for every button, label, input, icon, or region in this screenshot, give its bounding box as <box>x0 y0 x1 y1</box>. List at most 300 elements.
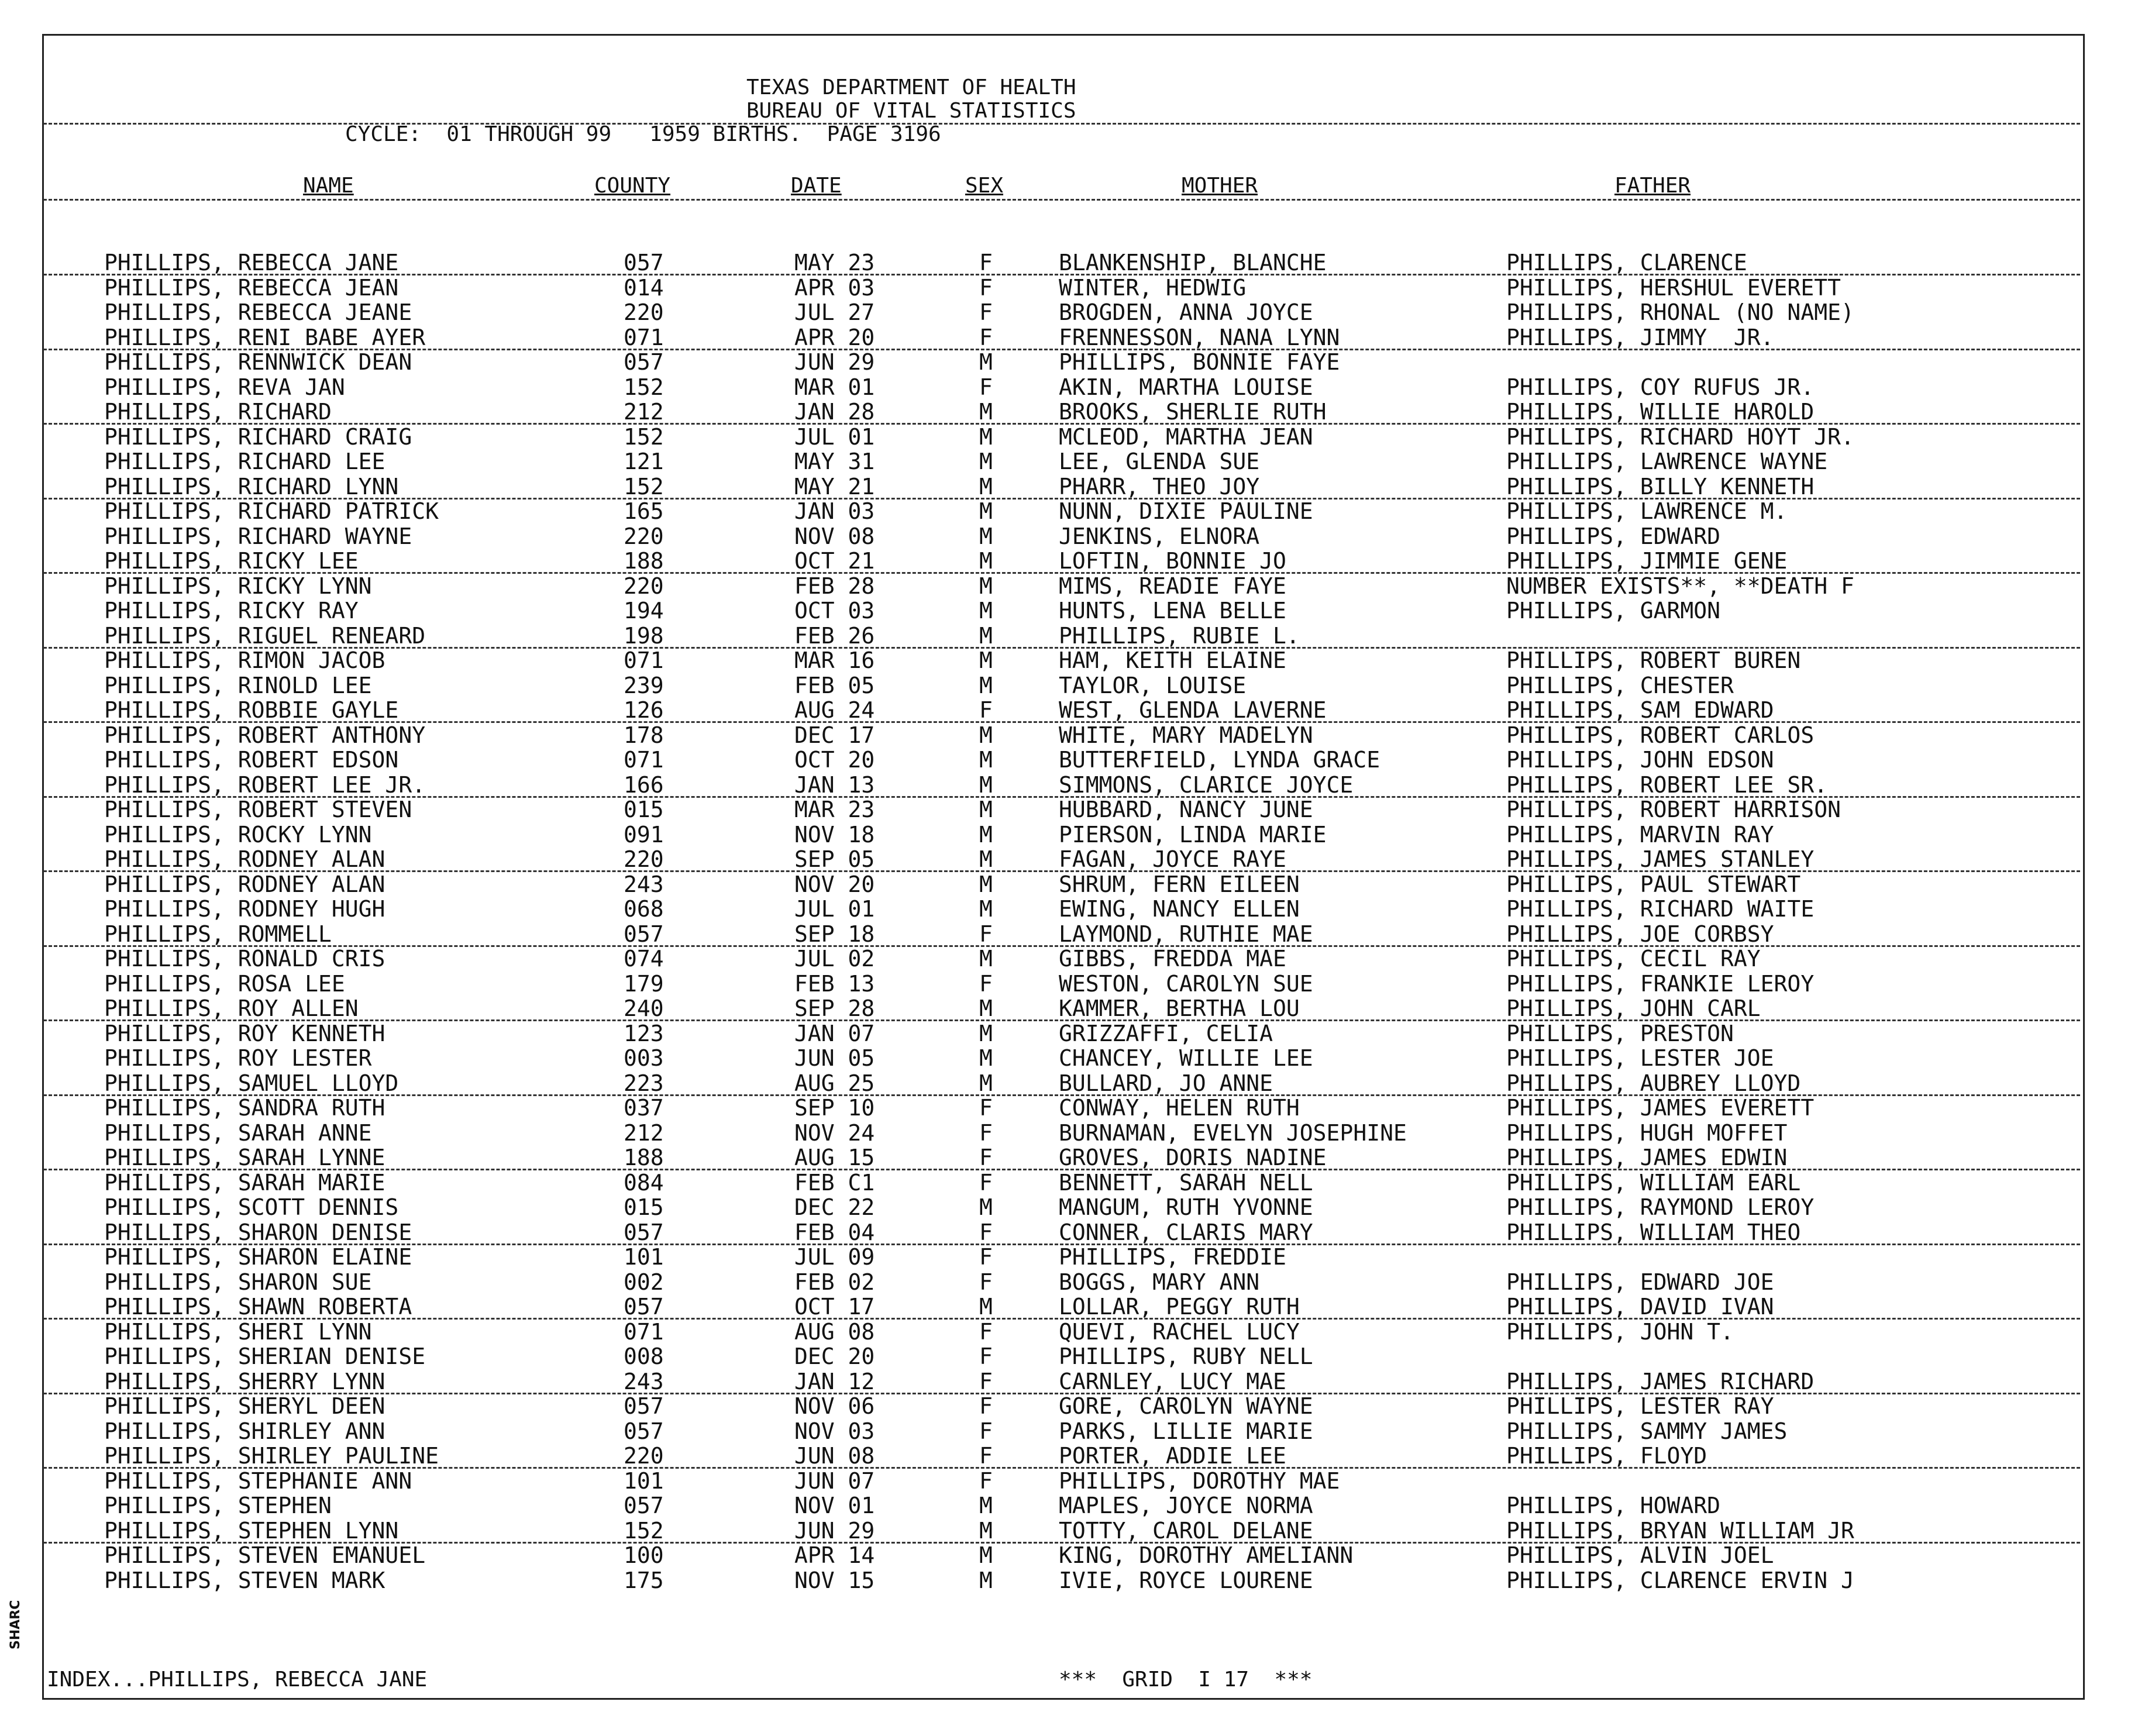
cell-county: 220 <box>624 846 664 872</box>
table-row <box>0 1046 2138 1070</box>
cell-county: 057 <box>624 1219 664 1245</box>
cell-father: PHILLIPS, EDWARD JOE <box>1506 1269 1774 1295</box>
cell-mother: GORE, CAROLYN WAYNE <box>1059 1393 1313 1419</box>
table-row <box>0 748 2138 772</box>
cell-father: PHILLIPS, LAWRENCE WAYNE <box>1506 449 1828 474</box>
table-row <box>0 350 2138 374</box>
cell-mother: TOTTY, CAROL DELANE <box>1059 1517 1313 1544</box>
cell-sex: F <box>979 1244 993 1270</box>
cell-name: PHILLIPS, RICHARD WAYNE <box>104 523 412 549</box>
table-row <box>0 922 2138 946</box>
header-cycle: CYCLE: 01 THROUGH 99 1959 BIRTHS. PAGE 3196 <box>345 122 941 146</box>
table-row <box>0 1071 2138 1096</box>
cell-name: PHILLIPS, SHIRLEY PAULINE <box>104 1443 439 1469</box>
cell-name: PHILLIPS, ROY KENNETH <box>104 1020 385 1046</box>
cell-name: PHILLIPS, RIMON JACOB <box>104 647 385 673</box>
cell-county: 057 <box>624 1294 664 1320</box>
cell-sex: M <box>979 672 993 698</box>
column-header-county: COUNTY <box>594 174 671 198</box>
cell-date: JAN 13 <box>794 771 875 798</box>
cell-sex: F <box>979 1368 993 1394</box>
cell-name: PHILLIPS, RICKY RAY <box>104 598 359 624</box>
table-row <box>0 1121 2138 1145</box>
cell-name: PHILLIPS, SHARON DENISE <box>104 1219 412 1245</box>
cell-date: JAN 12 <box>794 1368 875 1394</box>
cell-county: 240 <box>624 996 664 1021</box>
cell-sex: M <box>979 797 993 822</box>
cell-date: JUN 29 <box>794 1517 875 1544</box>
cell-name: PHILLIPS, RINOLD LEE <box>104 672 372 698</box>
cell-county: 091 <box>624 821 664 848</box>
cell-father: PHILLIPS, PRESTON <box>1506 1020 1734 1046</box>
cell-father: PHILLIPS, ROBERT CARLOS <box>1506 722 1815 748</box>
cell-date: DEC 22 <box>794 1194 875 1220</box>
cell-name: PHILLIPS, SANDRA RUTH <box>104 1095 385 1121</box>
cell-date: JUN 29 <box>794 349 875 375</box>
header-department: TEXAS DEPARTMENT OF HEALTH <box>746 75 1076 99</box>
cell-county: 071 <box>624 647 664 673</box>
cell-mother: IVIE, ROYCE LOURENE <box>1059 1567 1313 1593</box>
cell-sex: F <box>979 1169 993 1196</box>
cell-father: PHILLIPS, CLARENCE ERVIN J <box>1506 1567 1854 1593</box>
cell-date: SEP 28 <box>794 996 875 1021</box>
cell-mother: JENKINS, ELNORA <box>1059 523 1260 549</box>
cell-county: 008 <box>624 1344 664 1369</box>
cell-father: PHILLIPS, RICHARD HOYT JR. <box>1506 423 1854 450</box>
cell-mother: LOFTIN, BONNIE JO <box>1059 548 1286 574</box>
table-row <box>0 1021 2138 1046</box>
cell-mother: WESTON, CAROLYN SUE <box>1059 970 1313 997</box>
cell-mother: WEST, GLENDA LAVERNE <box>1059 697 1327 723</box>
cell-sex: F <box>979 921 993 947</box>
cell-father: PHILLIPS, CLARENCE <box>1506 250 1747 275</box>
cell-county: 243 <box>624 1368 664 1394</box>
footer-index: INDEX...PHILLIPS, REBECCA JANE <box>47 1668 428 1692</box>
cell-father: PHILLIPS, LESTER JOE <box>1506 1045 1774 1071</box>
cell-sex: F <box>979 324 993 350</box>
cell-date: MAY 31 <box>794 449 875 474</box>
cell-county: 100 <box>624 1542 664 1568</box>
cell-father: PHILLIPS, SAMMY JAMES <box>1506 1418 1788 1444</box>
cell-sex: F <box>979 1269 993 1295</box>
header-bureau: BUREAU OF VITAL STATISTICS <box>746 99 1076 123</box>
cell-date: AUG 25 <box>794 1070 875 1096</box>
table-row <box>0 1493 2138 1518</box>
cell-county: 152 <box>624 473 664 500</box>
column-header-father: FATHER <box>1614 174 1691 198</box>
cell-father: PHILLIPS, DAVID IVAN <box>1506 1294 1774 1320</box>
cell-name: PHILLIPS, STEPHEN LYNN <box>104 1517 399 1544</box>
cell-father: PHILLIPS, FRANKIE LEROY <box>1506 970 1815 997</box>
cell-mother: FRENNESSON, NANA LYNN <box>1059 324 1340 350</box>
cell-date: MAY 21 <box>794 473 875 500</box>
cell-mother: HAM, KEITH ELAINE <box>1059 647 1286 673</box>
cell-sex: M <box>979 473 993 500</box>
cell-date: MAR 01 <box>794 374 875 400</box>
cell-date: OCT 21 <box>794 548 875 574</box>
cell-name: PHILLIPS, SARAH MARIE <box>104 1169 385 1196</box>
table-row <box>0 822 2138 847</box>
cell-name: PHILLIPS, STEPHEN <box>104 1493 332 1518</box>
table-row <box>0 1170 2138 1195</box>
cell-county: 220 <box>624 523 664 549</box>
cell-county: 057 <box>624 1418 664 1444</box>
cell-sex: M <box>979 1294 993 1320</box>
cell-name: PHILLIPS, RICHARD LEE <box>104 449 385 474</box>
table-row <box>0 1245 2138 1269</box>
cell-father: NUMBER EXISTS**, **DEATH F <box>1506 573 1854 599</box>
cell-father: PHILLIPS, MARVIN RAY <box>1506 821 1774 848</box>
table-row <box>0 872 2138 897</box>
cell-name: PHILLIPS, ROBERT LEE JR. <box>104 771 426 798</box>
cell-mother: BLANKENSHIP, BLANCHE <box>1059 250 1327 275</box>
cell-mother: WINTER, HEDWIG <box>1059 274 1247 301</box>
cell-mother: PHILLIPS, DOROTHY MAE <box>1059 1468 1340 1494</box>
cell-sex: M <box>979 1194 993 1220</box>
cell-mother: CHANCEY, WILLIE LEE <box>1059 1045 1313 1071</box>
cell-father: PHILLIPS, ROBERT HARRISON <box>1506 797 1841 822</box>
cell-sex: M <box>979 449 993 474</box>
cell-mother: FAGAN, JOYCE RAYE <box>1059 846 1286 872</box>
cell-mother: AKIN, MARTHA LOUISE <box>1059 374 1313 400</box>
cell-sex: M <box>979 996 993 1021</box>
cell-county: 212 <box>624 399 664 425</box>
cell-county: 003 <box>624 1045 664 1071</box>
cell-father: PHILLIPS, JOE CORBSY <box>1506 921 1774 947</box>
table-row <box>0 1344 2138 1369</box>
cell-name: PHILLIPS, REVA JAN <box>104 374 345 400</box>
cell-date: DEC 20 <box>794 1344 875 1369</box>
cell-date: JUL 09 <box>794 1244 875 1270</box>
cell-name: PHILLIPS, RICKY LEE <box>104 548 359 574</box>
cell-date: APR 20 <box>794 324 875 350</box>
cell-county: 220 <box>624 1443 664 1469</box>
cell-date: JUL 01 <box>794 896 875 922</box>
cell-name: PHILLIPS, ROBERT STEVEN <box>104 797 412 822</box>
cell-father: PHILLIPS, CECIL RAY <box>1506 946 1761 972</box>
cell-sex: F <box>979 1219 993 1245</box>
cell-father: PHILLIPS, WILLIE HAROLD <box>1506 399 1815 425</box>
cell-name: PHILLIPS, STEVEN MARK <box>104 1567 385 1593</box>
cell-mother: TAYLOR, LOUISE <box>1059 672 1247 698</box>
cell-name: PHILLIPS, SHERIAN DENISE <box>104 1344 426 1369</box>
cell-date: NOV 06 <box>794 1393 875 1419</box>
cell-father: PHILLIPS, LESTER RAY <box>1506 1393 1774 1419</box>
cell-name: PHILLIPS, ROY LESTER <box>104 1045 372 1071</box>
cell-sex: M <box>979 598 993 624</box>
cell-mother: MAPLES, JOYCE NORMA <box>1059 1493 1313 1518</box>
cell-father: PHILLIPS, WILLIAM EARL <box>1506 1169 1801 1196</box>
cell-mother: BOGGS, MARY ANN <box>1059 1269 1260 1295</box>
cell-mother: HUBBARD, NANCY JUNE <box>1059 797 1313 822</box>
table-row <box>0 897 2138 921</box>
cell-name: PHILLIPS, ROBBIE GAYLE <box>104 697 399 723</box>
cell-date: MAR 16 <box>794 647 875 673</box>
cell-name: PHILLIPS, RODNEY ALAN <box>104 871 385 897</box>
cell-sex: M <box>979 647 993 673</box>
table-row <box>0 797 2138 822</box>
cell-sex: M <box>979 821 993 848</box>
cell-father: PHILLIPS, WILLIAM THEO <box>1506 1219 1801 1245</box>
cell-name: PHILLIPS, RICHARD <box>104 399 332 425</box>
cell-date: SEP 10 <box>794 1095 875 1121</box>
cell-sex: F <box>979 697 993 723</box>
cell-name: PHILLIPS, ROBERT EDSON <box>104 747 399 773</box>
cell-county: 166 <box>624 771 664 798</box>
cell-father: PHILLIPS, HOWARD <box>1506 1493 1721 1518</box>
cell-county: 015 <box>624 1194 664 1220</box>
cell-father: PHILLIPS, GARMON <box>1506 598 1721 624</box>
cell-date: OCT 03 <box>794 598 875 624</box>
cell-date: JAN 07 <box>794 1020 875 1046</box>
cell-father: PHILLIPS, JOHN EDSON <box>1506 747 1774 773</box>
cell-county: 152 <box>624 423 664 450</box>
cell-sex: F <box>979 1393 993 1419</box>
cell-date: JAN 03 <box>794 498 875 524</box>
table-row <box>0 1568 2138 1593</box>
cell-county: 178 <box>624 722 664 748</box>
cell-father: PHILLIPS, BILLY KENNETH <box>1506 473 1815 500</box>
cell-county: 074 <box>624 946 664 972</box>
cell-county: 071 <box>624 747 664 773</box>
cell-county: 057 <box>624 349 664 375</box>
cell-county: 015 <box>624 797 664 822</box>
table-row <box>0 624 2138 648</box>
column-header-mother: MOTHER <box>1182 174 1258 198</box>
cell-name: PHILLIPS, RENNWICK DEAN <box>104 349 412 375</box>
cell-father: PHILLIPS, RHONAL (NO NAME) <box>1506 299 1854 325</box>
cell-sex: M <box>979 1070 993 1096</box>
cell-name: PHILLIPS, REBECCA JEAN <box>104 274 399 301</box>
cell-county: 057 <box>624 921 664 947</box>
cell-date: FEB 28 <box>794 573 875 599</box>
cell-name: PHILLIPS, RONALD CRIS <box>104 946 385 972</box>
cell-county: 057 <box>624 250 664 275</box>
cell-mother: KING, DOROTHY AMELIANN <box>1059 1542 1354 1568</box>
cell-father: PHILLIPS, JOHN T. <box>1506 1318 1734 1345</box>
cell-date: DEC 17 <box>794 722 875 748</box>
cell-mother: QUEVI, RACHEL LUCY <box>1059 1318 1300 1345</box>
cell-mother: PHILLIPS, FREDDIE <box>1059 1244 1286 1270</box>
cell-name: PHILLIPS, RICHARD CRAIG <box>104 423 412 450</box>
cell-county: 084 <box>624 1169 664 1196</box>
table-row <box>0 1145 2138 1170</box>
table-row <box>0 499 2138 523</box>
cell-county: 188 <box>624 1145 664 1170</box>
cell-mother: MANGUM, RUTH YVONNE <box>1059 1194 1313 1220</box>
cell-father: PHILLIPS, ROBERT LEE SR. <box>1506 771 1828 798</box>
table-row <box>0 1096 2138 1120</box>
table-row <box>0 1270 2138 1294</box>
table-row <box>0 250 2138 275</box>
cell-name: PHILLIPS, SHAWN ROBERTA <box>104 1294 412 1320</box>
cell-name: PHILLIPS, ROBERT ANTHONY <box>104 722 426 748</box>
cell-sex: F <box>979 374 993 400</box>
cell-date: AUG 08 <box>794 1318 875 1345</box>
cell-father: PHILLIPS, JAMES EVERETT <box>1506 1095 1815 1121</box>
cell-name: PHILLIPS, RENI BABE AYER <box>104 324 426 350</box>
table-row <box>0 549 2138 573</box>
cell-father: PHILLIPS, COY RUFUS JR. <box>1506 374 1815 400</box>
cell-sex: M <box>979 622 993 649</box>
cell-sex: F <box>979 250 993 275</box>
cell-mother: EWING, NANCY ELLEN <box>1059 896 1300 922</box>
cell-county: 165 <box>624 498 664 524</box>
cell-mother: GIBBS, FREDDA MAE <box>1059 946 1286 972</box>
table-row <box>0 524 2138 549</box>
cell-date: NOV 24 <box>794 1120 875 1146</box>
cell-mother: LAYMOND, RUTHIE MAE <box>1059 921 1313 947</box>
cell-name: PHILLIPS, ROSA LEE <box>104 970 345 997</box>
cell-name: PHILLIPS, ROY ALLEN <box>104 996 359 1021</box>
cell-name: PHILLIPS, SHIRLEY ANN <box>104 1418 385 1444</box>
table-row <box>0 1444 2138 1468</box>
cell-mother: GRIZZAFFI, CELIA <box>1059 1020 1273 1046</box>
footer-grid: *** GRID I 17 *** <box>1059 1668 1313 1692</box>
cell-date: NOV 08 <box>794 523 875 549</box>
cell-county: 057 <box>624 1393 664 1419</box>
cell-sex: M <box>979 846 993 872</box>
cell-sex: M <box>979 1493 993 1518</box>
cell-father: PHILLIPS, HERSHUL EVERETT <box>1506 274 1841 301</box>
table-row <box>0 1320 2138 1344</box>
table-row <box>0 275 2138 300</box>
cell-county: 212 <box>624 1120 664 1146</box>
cell-sex: F <box>979 1468 993 1494</box>
cell-mother: SHRUM, FERN EILEEN <box>1059 871 1300 897</box>
cell-date: JAN 28 <box>794 399 875 425</box>
cell-father: PHILLIPS, JAMES RICHARD <box>1506 1368 1815 1394</box>
cell-county: 121 <box>624 449 664 474</box>
cell-date: OCT 20 <box>794 747 875 773</box>
cell-name: PHILLIPS, STEPHANIE ANN <box>104 1468 412 1494</box>
cell-name: PHILLIPS, STEVEN EMANUEL <box>104 1542 426 1568</box>
cell-county: 101 <box>624 1244 664 1270</box>
cell-father: PHILLIPS, JOHN CARL <box>1506 996 1761 1021</box>
cell-county: 220 <box>624 299 664 325</box>
cell-date: JUL 01 <box>794 423 875 450</box>
cell-sex: F <box>979 1095 993 1121</box>
table-row <box>0 1195 2138 1220</box>
table-row <box>0 375 2138 399</box>
cell-county: 002 <box>624 1269 664 1295</box>
cell-father: PHILLIPS, FLOYD <box>1506 1443 1707 1469</box>
table-row <box>0 648 2138 673</box>
cell-father: PHILLIPS, RICHARD WAITE <box>1506 896 1815 922</box>
cell-mother: MIMS, READIE FAYE <box>1059 573 1286 599</box>
cell-county: 220 <box>624 573 664 599</box>
cell-date: APR 14 <box>794 1542 875 1568</box>
cell-name: PHILLIPS, RICKY LYNN <box>104 573 372 599</box>
table-row <box>0 300 2138 325</box>
cell-sex: M <box>979 573 993 599</box>
cell-date: NOV 15 <box>794 1567 875 1593</box>
cell-sex: M <box>979 946 993 972</box>
cell-date: FEB C1 <box>794 1169 875 1196</box>
table-row <box>0 946 2138 971</box>
cell-name: PHILLIPS, SHERRY LYNN <box>104 1368 385 1394</box>
cell-sex: M <box>979 548 993 574</box>
cell-county: 223 <box>624 1070 664 1096</box>
cell-sex: M <box>979 871 993 897</box>
cell-date: OCT 17 <box>794 1294 875 1320</box>
table-row <box>0 1394 2138 1418</box>
table-row <box>0 399 2138 424</box>
table-row <box>0 1369 2138 1394</box>
cell-mother: SIMMONS, CLARICE JOYCE <box>1059 771 1354 798</box>
cell-county: 152 <box>624 374 664 400</box>
cell-mother: CARNLEY, LUCY MAE <box>1059 1368 1286 1394</box>
table-row <box>0 996 2138 1021</box>
cell-father: PHILLIPS, SAM EDWARD <box>1506 697 1774 723</box>
cell-mother: BENNETT, SARAH NELL <box>1059 1169 1313 1196</box>
side-tag: SHARC <box>8 1600 23 1649</box>
cell-mother: PARKS, LILLIE MARIE <box>1059 1418 1313 1444</box>
cell-county: 101 <box>624 1468 664 1494</box>
cell-county: 175 <box>624 1567 664 1593</box>
cell-sex: M <box>979 1045 993 1071</box>
cell-date: FEB 02 <box>794 1269 875 1295</box>
cell-mother: CONNER, CLARIS MARY <box>1059 1219 1313 1245</box>
table-row <box>0 773 2138 797</box>
cell-mother: BULLARD, JO ANNE <box>1059 1070 1273 1096</box>
cell-name: PHILLIPS, RICHARD PATRICK <box>104 498 439 524</box>
cell-father: PHILLIPS, CHESTER <box>1506 672 1734 698</box>
column-header-rule <box>43 199 2080 201</box>
table-row <box>0 698 2138 722</box>
cell-date: AUG 24 <box>794 697 875 723</box>
cell-sex: M <box>979 722 993 748</box>
cell-father: PHILLIPS, ROBERT BUREN <box>1506 647 1801 673</box>
cell-mother: PHILLIPS, RUBY NELL <box>1059 1344 1313 1369</box>
cell-county: 194 <box>624 598 664 624</box>
cell-father: PHILLIPS, BRYAN WILLIAM JR <box>1506 1517 1854 1544</box>
cell-sex: F <box>979 1318 993 1345</box>
cell-mother: LEE, GLENDA SUE <box>1059 449 1260 474</box>
cell-father: PHILLIPS, AUBREY LLOYD <box>1506 1070 1801 1096</box>
cell-date: FEB 13 <box>794 970 875 997</box>
cell-name: PHILLIPS, SHERI LYNN <box>104 1318 372 1345</box>
table-row <box>0 574 2138 598</box>
cell-sex: M <box>979 1542 993 1568</box>
cell-father: PHILLIPS, JIMMIE GENE <box>1506 548 1788 574</box>
cell-mother: HUNTS, LENA BELLE <box>1059 598 1286 624</box>
cell-date: MAR 23 <box>794 797 875 822</box>
cell-date: NOV 03 <box>794 1418 875 1444</box>
cell-mother: CONWAY, HELEN RUTH <box>1059 1095 1300 1121</box>
cell-county: 123 <box>624 1020 664 1046</box>
cell-sex: M <box>979 1567 993 1593</box>
cell-county: 126 <box>624 697 664 723</box>
cell-name: PHILLIPS, SAMUEL LLOYD <box>104 1070 399 1096</box>
cell-date: FEB 04 <box>794 1219 875 1245</box>
cell-name: PHILLIPS, REBECCA JANE <box>104 250 399 275</box>
cell-name: PHILLIPS, SCOTT DENNIS <box>104 1194 399 1220</box>
cell-father: PHILLIPS, JAMES STANLEY <box>1506 846 1815 872</box>
cell-mother: PHARR, THEO JOY <box>1059 473 1260 500</box>
cell-county: 071 <box>624 324 664 350</box>
table-row <box>0 449 2138 474</box>
cell-name: PHILLIPS, REBECCA JEANE <box>104 299 412 325</box>
cell-date: AUG 15 <box>794 1145 875 1170</box>
cell-mother: BROOKS, SHERLIE RUTH <box>1059 399 1327 425</box>
cell-father: PHILLIPS, HUGH MOFFET <box>1506 1120 1788 1146</box>
cell-name: PHILLIPS, SHARON SUE <box>104 1269 372 1295</box>
table-row <box>0 1543 2138 1568</box>
cell-date: MAY 23 <box>794 250 875 275</box>
cell-date: NOV 01 <box>794 1493 875 1518</box>
cell-county: 179 <box>624 970 664 997</box>
